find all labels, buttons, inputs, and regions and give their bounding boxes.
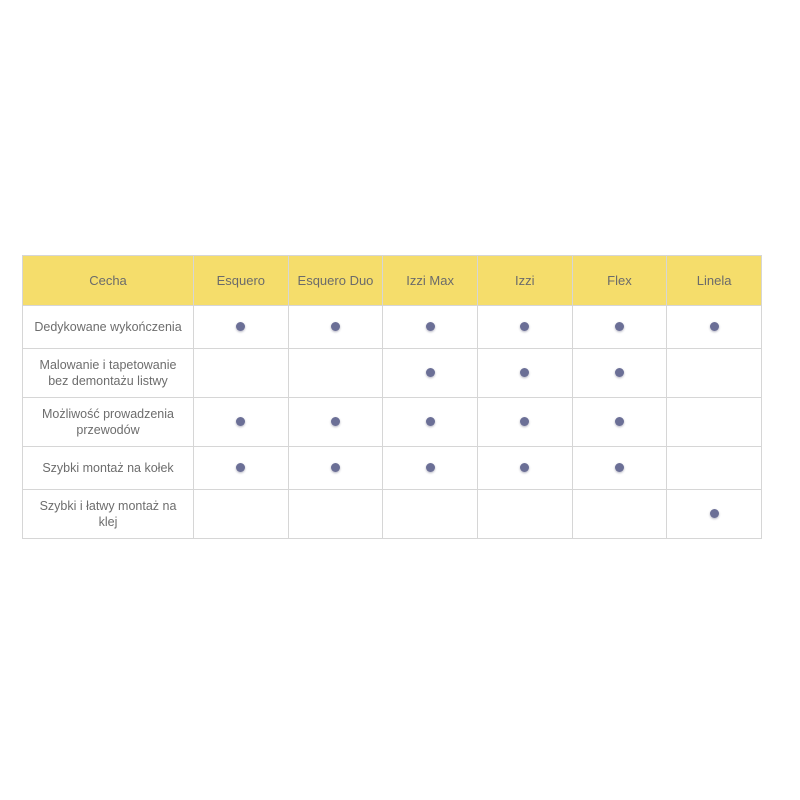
- availability-dot-icon: [426, 417, 435, 426]
- availability-cell: [572, 398, 667, 447]
- availability-cell: [194, 447, 289, 490]
- availability-cell: [572, 349, 667, 398]
- availability-dot-icon: [331, 463, 340, 472]
- availability-dot-icon: [331, 417, 340, 426]
- availability-dot-icon: [236, 463, 245, 472]
- feature-label: Możliwość prowadzenia przewodów: [23, 398, 194, 447]
- availability-cell: [667, 349, 762, 398]
- availability-cell: [194, 349, 289, 398]
- availability-cell: [572, 447, 667, 490]
- availability-dot-icon: [236, 417, 245, 426]
- column-header-feature: Cecha: [23, 256, 194, 306]
- feature-label: Dedykowane wykończenia: [23, 306, 194, 349]
- comparison-table-container: [22, 255, 762, 539]
- table-header-row: [23, 256, 762, 306]
- availability-cell: [477, 490, 572, 539]
- availability-cell: [288, 349, 383, 398]
- table-row: [23, 490, 762, 539]
- table-row: [23, 398, 762, 447]
- availability-dot-icon: [615, 322, 624, 331]
- availability-cell: [572, 490, 667, 539]
- availability-cell: [383, 349, 478, 398]
- availability-cell: [288, 398, 383, 447]
- availability-cell: [477, 398, 572, 447]
- column-header-esquero: Esquero: [194, 256, 289, 306]
- availability-cell: [288, 447, 383, 490]
- availability-dot-icon: [426, 368, 435, 377]
- availability-dot-icon: [236, 322, 245, 331]
- table-body: [23, 306, 762, 539]
- table-row: [23, 306, 762, 349]
- availability-dot-icon: [710, 509, 719, 518]
- availability-cell: [667, 490, 762, 539]
- availability-cell: [667, 306, 762, 349]
- availability-dot-icon: [520, 368, 529, 377]
- availability-cell: [194, 398, 289, 447]
- table-header: [23, 256, 762, 306]
- availability-cell: [288, 490, 383, 539]
- availability-dot-icon: [615, 417, 624, 426]
- availability-cell: [572, 306, 667, 349]
- feature-label: Malowanie i tapetowanie bez demontażu listwy: [23, 349, 194, 398]
- feature-label: Szybki montaż na kołek: [23, 447, 194, 490]
- column-header-izzi: Izzi: [477, 256, 572, 306]
- availability-cell: [194, 306, 289, 349]
- comparison-table: [22, 255, 762, 539]
- availability-cell: [667, 398, 762, 447]
- availability-dot-icon: [615, 463, 624, 472]
- availability-cell: [194, 490, 289, 539]
- table-row: [23, 447, 762, 490]
- column-header-linela: Linela: [667, 256, 762, 306]
- availability-dot-icon: [426, 322, 435, 331]
- availability-cell: [667, 447, 762, 490]
- availability-dot-icon: [615, 368, 624, 377]
- feature-label: Szybki i łatwy montaż na klej: [23, 490, 194, 539]
- availability-dot-icon: [426, 463, 435, 472]
- availability-cell: [288, 306, 383, 349]
- availability-dot-icon: [710, 322, 719, 331]
- column-header-izzi-max: Izzi Max: [383, 256, 478, 306]
- column-header-esquero-duo: Esquero Duo: [288, 256, 383, 306]
- availability-dot-icon: [520, 417, 529, 426]
- availability-dot-icon: [520, 463, 529, 472]
- availability-cell: [383, 447, 478, 490]
- availability-cell: [383, 306, 478, 349]
- availability-dot-icon: [331, 322, 340, 331]
- column-header-flex: Flex: [572, 256, 667, 306]
- availability-cell: [477, 306, 572, 349]
- availability-cell: [477, 447, 572, 490]
- availability-cell: [383, 490, 478, 539]
- availability-cell: [477, 349, 572, 398]
- availability-dot-icon: [520, 322, 529, 331]
- availability-cell: [383, 398, 478, 447]
- table-row: [23, 349, 762, 398]
